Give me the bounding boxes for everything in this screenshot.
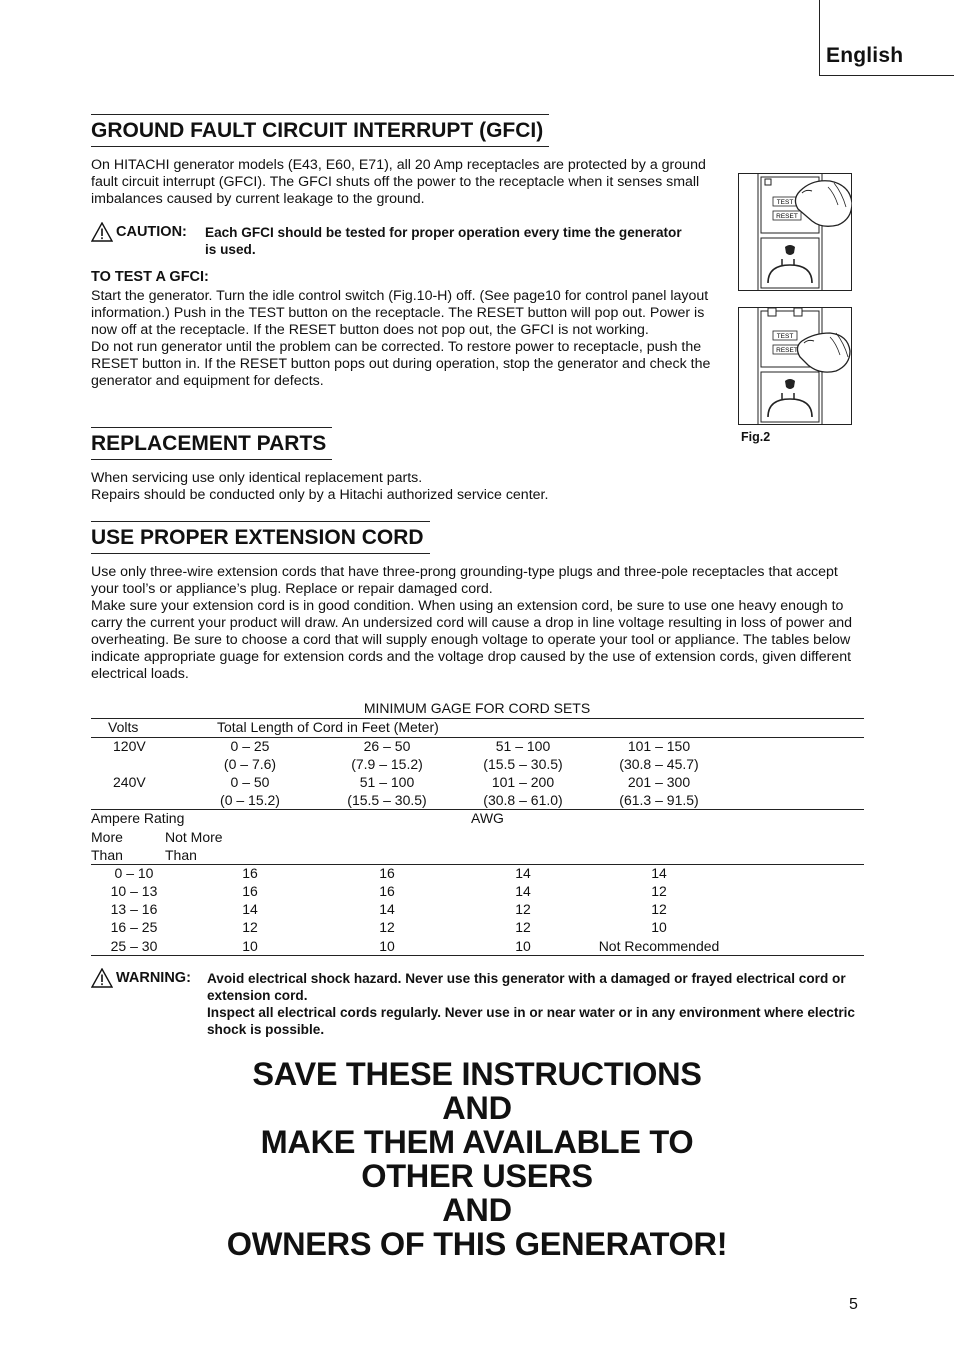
table-rule <box>91 864 864 865</box>
amp-range-cell: 13 – 16 <box>110 901 158 917</box>
meter-cell: (0 – 15.2) <box>220 792 280 808</box>
length-header: Total Length of Cord in Feet (Meter) <box>217 719 439 735</box>
awg-cell: 16 <box>242 865 258 881</box>
awg-cell: 10 <box>242 938 258 954</box>
awg-cell: 14 <box>515 865 531 881</box>
awg-cell: 10 <box>651 919 667 935</box>
awg-cell: 12 <box>515 901 531 917</box>
test-gfci-heading: TO TEST A GFCI: <box>91 269 209 285</box>
extension-section-title: USE PROPER EXTENSION CORD <box>91 521 430 554</box>
fig1-reset-label: RESET <box>776 213 798 220</box>
gfci-section-title: GROUND FAULT CIRCUIT INTERRUPT (GFCI) <box>91 114 549 147</box>
meter-cell: (7.9 – 15.2) <box>351 756 423 772</box>
awg-header: AWG <box>471 810 504 826</box>
meter-cell: (30.8 – 45.7) <box>619 756 699 772</box>
awg-cell: Not Recommended <box>598 938 720 954</box>
awg-cell: 14 <box>379 901 395 917</box>
more-than-label: More <box>91 829 123 845</box>
length-cell: 201 – 300 <box>627 774 691 790</box>
fig2-test-label: TEST <box>776 333 794 340</box>
awg-cell: 16 <box>242 883 258 899</box>
save-line: OWNERS OF THIS GENERATOR! <box>226 1226 728 1262</box>
length-cell: 51 – 100 <box>495 738 551 754</box>
figure-caption: Fig.2 <box>741 430 771 444</box>
gfci-test-figure <box>738 173 852 291</box>
warning-label <box>91 968 191 988</box>
amp-range-cell: 25 – 30 <box>110 938 158 954</box>
amp-range-cell: 16 – 25 <box>110 919 158 935</box>
amp-range-cell: 10 – 13 <box>110 883 158 899</box>
awg-cell: 10 <box>379 938 395 954</box>
awg-cell: 16 <box>379 883 395 899</box>
length-cell: 0 – 25 <box>230 738 270 754</box>
language-label: English <box>826 44 904 67</box>
volts-240: 240V <box>113 774 146 790</box>
awg-cell: 14 <box>242 901 258 917</box>
awg-cell: 14 <box>651 865 667 881</box>
meter-cell: (15.5 – 30.5) <box>347 792 427 808</box>
awg-cell: 12 <box>242 919 258 935</box>
replacement-section-title: REPLACEMENT PARTS <box>91 427 332 460</box>
length-cell: 26 – 50 <box>363 738 411 754</box>
meter-cell: (61.3 – 91.5) <box>619 792 699 808</box>
volts-header: Volts <box>108 719 139 735</box>
warning-text-1: Avoid electrical shock hazard. Never use this generator with a damaged or frayed electrical cord or extension cord. <box>207 971 846 1003</box>
gfci-intro: On HITACHI generator models (E43, E60, E71), all 20 Amp receptacles are protected by a ground fault circuit interrupt (GFCI). The GFCI shuts off the power to the receptacle when it senses small imbalances caused by current leakage to the ground. <box>91 157 706 207</box>
meter-cell: (30.8 – 61.0) <box>483 792 563 808</box>
length-cell: 101 – 200 <box>491 774 555 790</box>
warning-text-2: Inspect all electrical cords regularly. Never use in or near water or in any environment where electric shock is possible. <box>207 1005 855 1037</box>
ampere-header: Ampere Rating <box>91 810 185 826</box>
awg-cell: 12 <box>379 919 395 935</box>
length-cell: 51 – 100 <box>359 774 415 790</box>
awg-cell: 12 <box>651 883 667 899</box>
meter-cell: (15.5 – 30.5) <box>483 756 563 772</box>
table-rule <box>91 737 864 738</box>
not-more-than-label: Than <box>165 847 197 863</box>
page-number: 5 <box>849 1296 858 1313</box>
length-cell: 101 – 150 <box>627 738 691 754</box>
replacement-text: When servicing use only identical replacement parts. Repairs should be conducted only by a Hitachi authorized service center. <box>91 470 549 503</box>
gfci-reset-figure <box>738 307 852 425</box>
more-than-label: Than <box>91 847 123 863</box>
table-rule <box>91 955 864 956</box>
meter-cell: (0 – 7.6) <box>223 756 277 772</box>
save-line: MAKE THEM AVAILABLE TO <box>260 1124 694 1160</box>
awg-cell: 16 <box>379 865 395 881</box>
warning-triangle-icon <box>91 222 113 242</box>
warning-triangle-icon <box>91 968 113 988</box>
table-title: MINIMUM GAGE FOR CORD SETS <box>363 700 591 716</box>
caution-text: Each GFCI should be tested for proper operation every time the generator is used. <box>205 225 682 257</box>
save-line: AND <box>442 1090 512 1126</box>
save-line: AND <box>442 1192 512 1228</box>
awg-cell: 12 <box>515 919 531 935</box>
table-rule <box>91 718 864 719</box>
warning-label-text: WARNING: <box>116 970 191 986</box>
fig1-test-label: TEST <box>776 199 794 206</box>
test-gfci-text: Start the generator. Turn the idle control switch (Fig.10-H) off. (See page10 for control panel layout information.) Push in the TEST button on the receptacle. The RESET button will pop out. Power is now off at the receptacle. If the RESET button does not pop out, the GFCI is not working. Do not run generator until the problem can be corrected. To restore power to receptacle, push the RESET button in. If the RESET button pops out during operation, stop the generator and check the generator and equipment for defects. <box>91 288 711 389</box>
save-instructions-block <box>0 1057 954 1261</box>
caution-label-text: CAUTION: <box>116 224 187 240</box>
extension-text: Use only three-wire extension cords that have three-prong grounding-type plugs and three-pole receptacles that accept your tool’s or appliance’s plug. Replace or repair damaged cord. Make sure your extension cord is in good condition. When using an extension cord, be sure to use one heavy enough to carry the current your product will draw. An undersized cord will cause a drop in line voltage resulting in loss of power and overheating. Be sure to choose a cord that will supply enough voltage to operate your tool or appliance. The tables below indicate appropriate guage for extension cords and the voltage drop caused by the use of extension cords, given different electrical loads. <box>91 564 852 682</box>
awg-cell: 10 <box>515 938 531 954</box>
not-more-than-label: Not More <box>165 829 223 845</box>
save-line: SAVE THESE INSTRUCTIONS <box>252 1056 702 1092</box>
awg-cell: 12 <box>651 901 667 917</box>
volts-120: 120V <box>113 738 146 754</box>
caution-label <box>91 222 187 242</box>
save-line: OTHER USERS <box>361 1158 593 1194</box>
fig2-reset-label: RESET <box>776 347 798 354</box>
length-cell: 0 – 50 <box>230 774 270 790</box>
awg-cell: 14 <box>515 883 531 899</box>
amp-range-cell: 0 – 10 <box>114 865 154 881</box>
